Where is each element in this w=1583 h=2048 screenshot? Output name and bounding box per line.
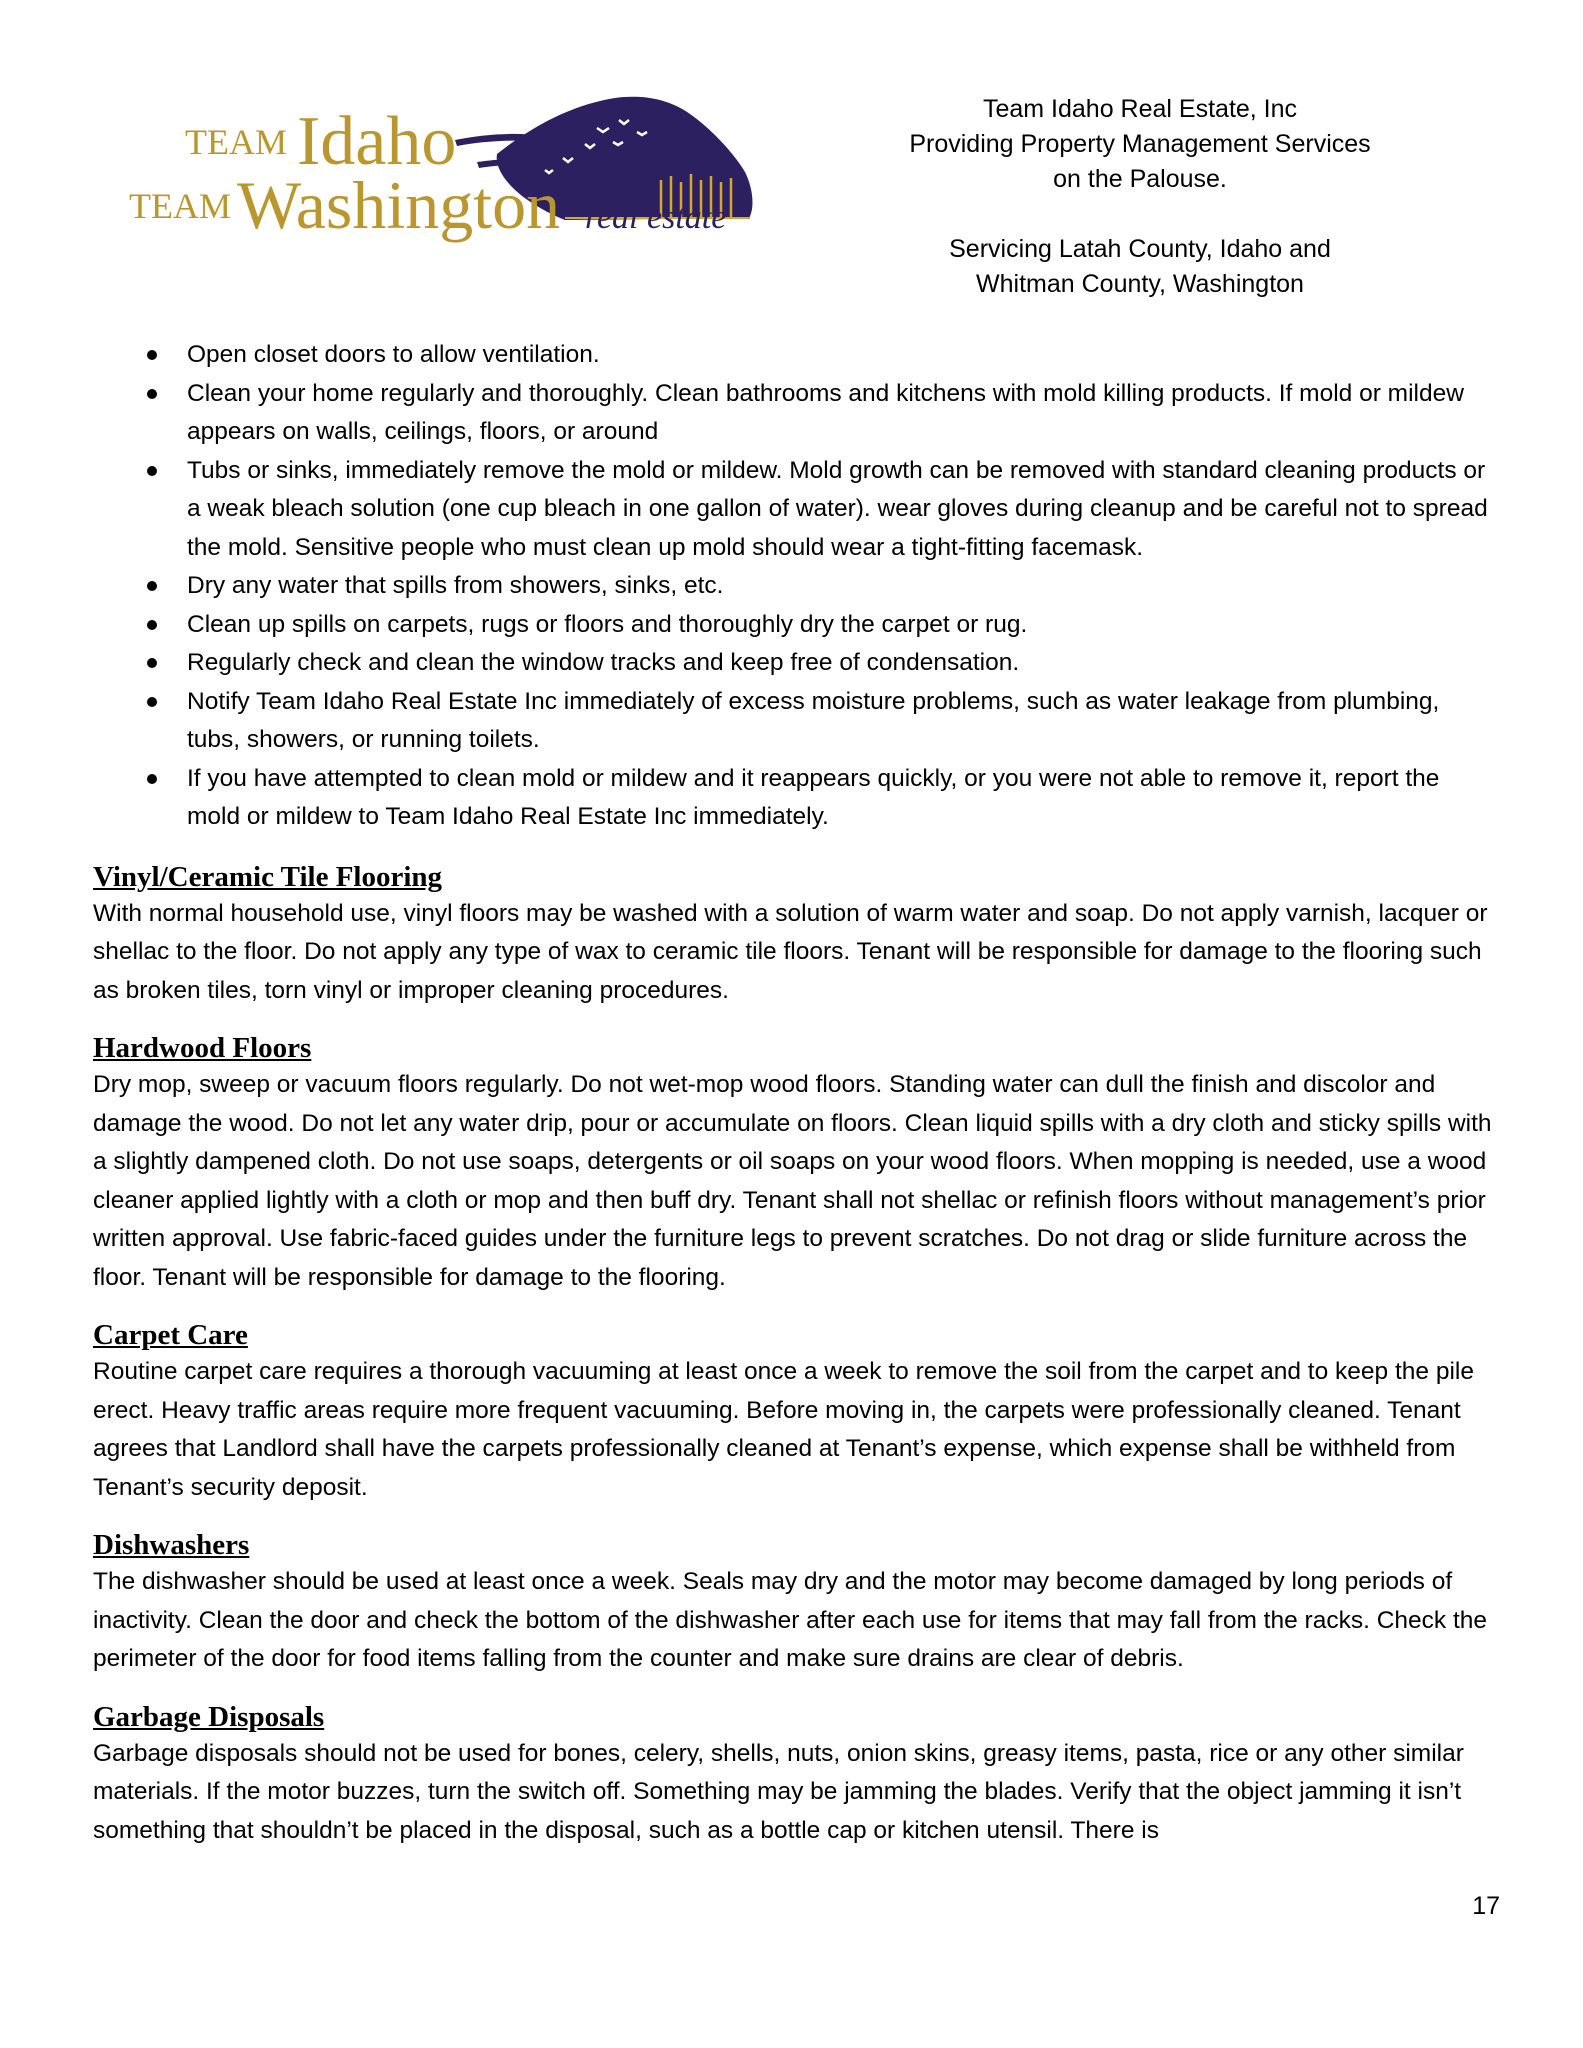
company-info	[880, 92, 1400, 302]
logo-team-top: TEAM	[185, 122, 287, 162]
company-line: Team Idaho Real Estate, Inc	[982, 95, 1298, 123]
section-body: Dry mop, sweep or vacuum floors regularly. Do not wet-mop wood floors. Standing water can dull the finish and discolor and damage the wood. Do not let any water drip, pour or accumulate on floors. Clean liquid spills with a dry cloth and sticky spills with a slightly dampened cloth. Do not use soaps, detergents or oil soaps on your wood floors. When mopping is needed, use a wood cleaner applied lightly with a cloth or mop and then buff dry. Tenant shall not shellac or refinish floors without management’s prior written approval. Use fabric-faced guides under the furniture legs to prevent scratches. Do not drag or slide furniture across the floor. Tenant will be responsible for damage to the flooring.	[93, 1071, 1492, 1291]
section-body: With normal household use, vinyl floors may be washed with a solution of warm water and soap. Do not apply varnish, lacquer or shellac to the floor. Do not apply any type of wax to ceramic tile floors. Tenant will be responsible for damage to the flooring such as broken tiles, torn vinyl or improper cleaning procedures.	[93, 899, 1488, 1004]
logo-washington: Washington	[237, 167, 561, 243]
section-body: Routine carpet care requires a thorough vacuuming at least once a week to remove the soil from the carpet and to keep the pile erect. Heavy traffic areas require more frequent vacuuming. Before moving in, the carpets were professionally cleaned. Tenant agrees that Landlord shall have the carpets professionally cleaned at Tenant’s expense, which expense shall be withheld from Tenant’s security deposit.	[93, 1358, 1474, 1501]
section-dishwashers	[93, 1527, 1493, 1679]
section-hardwood	[93, 1030, 1493, 1297]
section-heading: Dishwashers	[93, 1529, 250, 1561]
list-item: Clean up spills on carpets, rugs or floors and thoroughly dry the carpet or rug.	[93, 606, 1493, 645]
company-line: on the Palouse.	[1053, 165, 1227, 193]
section-body: Garbage disposals should not be used for bones, celery, shells, nuts, onion skins, greasy items, pasta, rice or any other similar materials. If the motor buzzes, turn the switch off. Something may be jamming the blades. Verify that the object jamming it isn’t something that shouldn’t be placed in the disposal, such as a bottle cap or kitchen utensil. There is	[93, 1739, 1464, 1844]
company-logo	[125, 92, 765, 262]
mold-prevention-list	[93, 336, 1493, 837]
section-body: The dishwasher should be used at least once a week. Seals may dry and the motor may become damaged by long periods of inactivity. Clean the door and check the bottom of the dishwasher after each use for items that may fall from the racks. Check the perimeter of the door for food items falling from the counter and make sure drains are clear of debris.	[93, 1568, 1487, 1672]
list-item: Open closet doors to allow ventilation.	[93, 336, 1493, 375]
section-carpet	[93, 1317, 1493, 1507]
service-line: Servicing Latah County, Idaho and	[949, 235, 1331, 263]
company-line: Providing Property Management Services	[909, 130, 1371, 158]
section-heading: Garbage Disposals	[93, 1700, 325, 1733]
section-heading: Carpet Care	[93, 1319, 248, 1351]
page-number: 17	[1472, 1892, 1500, 1920]
logo-idaho: Idaho	[297, 103, 457, 180]
section-garbage-disposals	[93, 1699, 1493, 1851]
section-vinyl-ceramic	[93, 859, 1493, 1011]
list-item: Notify Team Idaho Real Estate Inc immediately of excess moisture problems, such as water leakage from plumbing, tubs, showers, or running toilets.	[93, 683, 1493, 760]
section-heading: Vinyl/Ceramic Tile Flooring	[93, 860, 443, 893]
list-item: Tubs or sinks, immediately remove the mold or mildew. Mold growth can be removed with standard cleaning products or a weak bleach solution (one cup bleach in one gallon of water). wear gloves during cleanup and be careful not to spread the mold. Sensitive people who must clean up mold should wear a tight-fitting facemask.	[93, 452, 1493, 568]
logo-real-estate: real estate	[585, 199, 727, 236]
list-item: Clean your home regularly and thoroughly. Clean bathrooms and kitchens with mold killing products. If mold or mildew appears on walls, ceilings, floors, or around	[93, 375, 1493, 452]
document-body	[93, 336, 1493, 1850]
logo-graphic	[125, 92, 765, 262]
service-line: Whitman County, Washington	[976, 270, 1304, 298]
list-item: If you have attempted to clean mold or mildew and it reappears quickly, or you were not able to remove it, report the mold or mildew to Team Idaho Real Estate Inc immediately.	[93, 760, 1493, 837]
logo-team-bottom: TEAM	[129, 186, 231, 226]
section-heading: Hardwood Floors	[93, 1032, 312, 1064]
list-item: Dry any water that spills from showers, sinks, etc.	[93, 567, 1493, 606]
list-item: Regularly check and clean the window tracks and keep free of condensation.	[93, 644, 1493, 683]
